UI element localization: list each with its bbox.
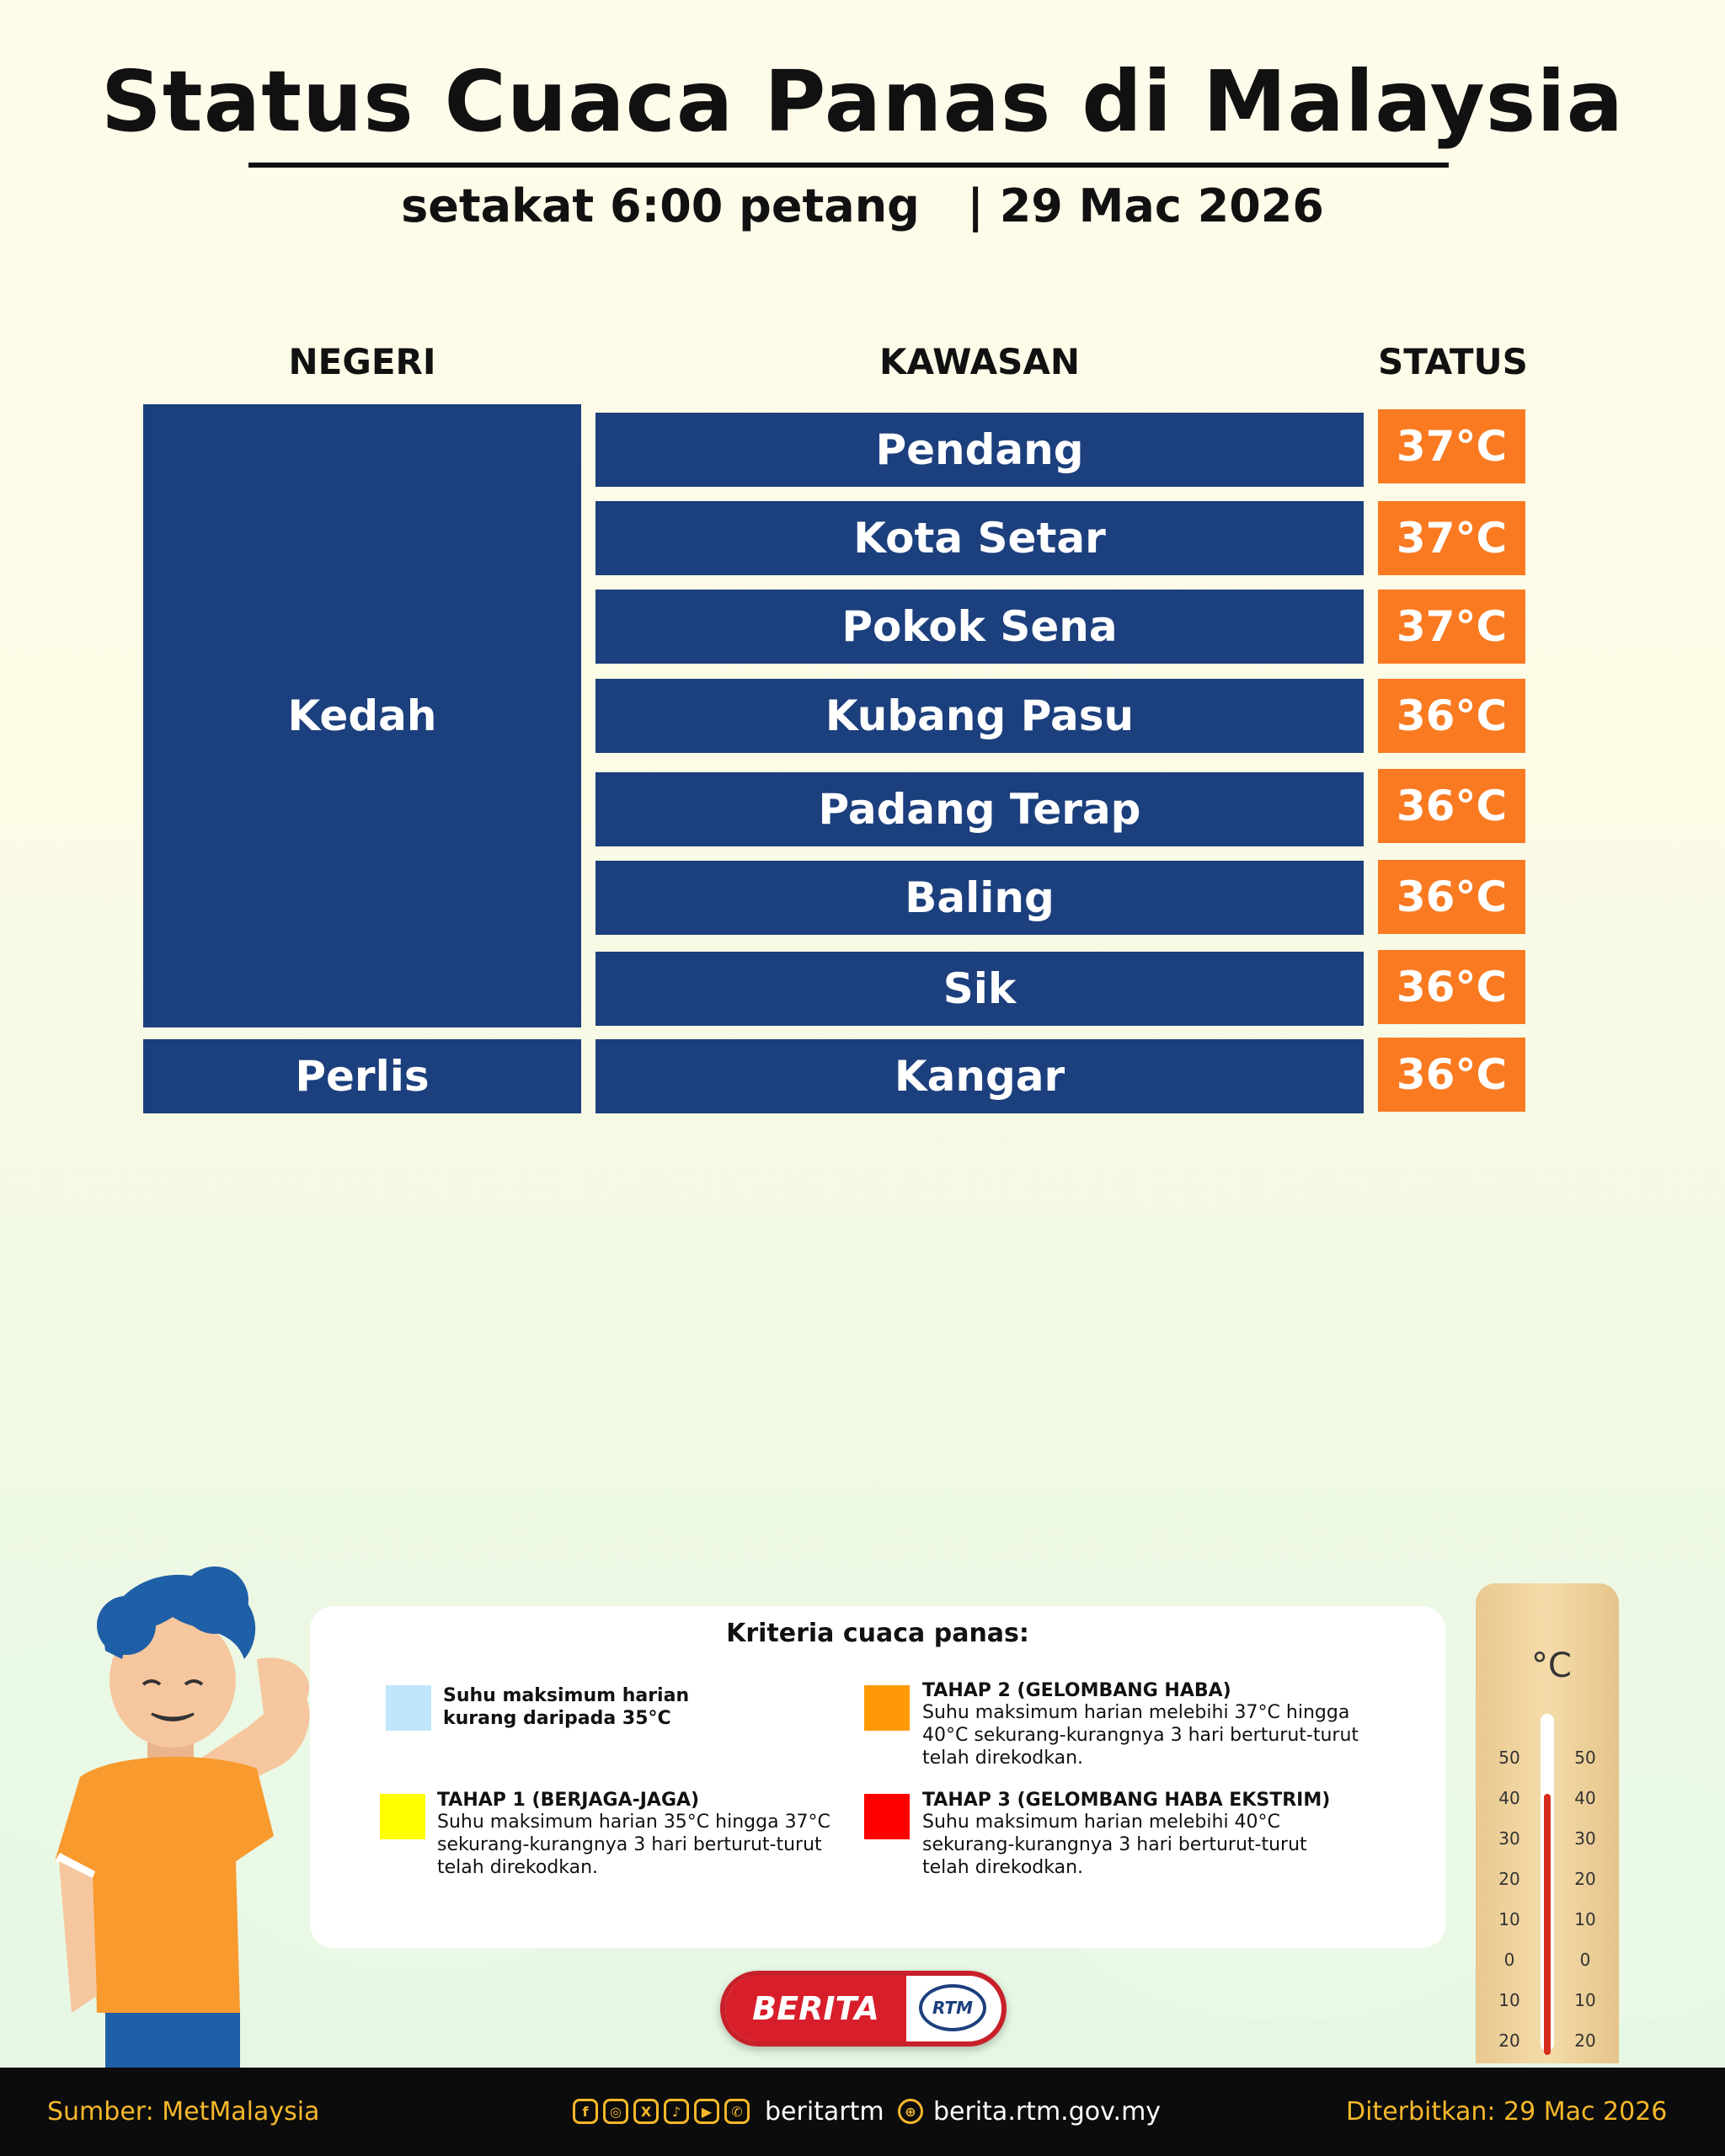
thermometer-mercury (1544, 1794, 1551, 2055)
youtube-icon[interactable]: ▶ (694, 2099, 719, 2124)
legend-desc: telah direkodkan. (922, 1748, 1084, 1769)
state-cell-perlis (143, 1039, 581, 1113)
logo-subtext: RTM (932, 1998, 974, 2018)
scale-tick-label: 30 (1498, 1828, 1520, 1849)
scale-tick-label: 50 (1498, 1748, 1520, 1768)
legend-swatch-tahap-2 (864, 1685, 910, 1731)
legend-desc: Suhu maksimum harian (443, 1685, 690, 1706)
state-cell-kedah (143, 404, 581, 1027)
status-badge: 37°C (1378, 590, 1525, 664)
area-row-kangar: Kangar (595, 1039, 1364, 1113)
state-label: Kedah (287, 691, 437, 740)
status-badge: 36°C (1378, 1038, 1525, 1112)
state-label: Perlis (295, 1052, 430, 1101)
x-icon[interactable]: X (633, 2099, 659, 2124)
column-header-state: NEGERI (288, 341, 436, 382)
scale-tick-label: 10 (1498, 1909, 1520, 1929)
thermometer-scale-right (1568, 1737, 1602, 2061)
tiktok-icon[interactable]: ♪ (664, 2099, 689, 2124)
instagram-icon[interactable]: ◎ (603, 2099, 628, 2124)
scale-tick-label: 30 (1574, 1828, 1596, 1849)
footer-published-date: Diterbitkan: 29 Mac 2026 (1346, 2097, 1668, 2127)
area-row-pendang: Pendang (595, 413, 1364, 487)
status-badge: 36°C (1378, 860, 1525, 934)
status-badge: 36°C (1378, 679, 1525, 753)
page-title: Status Cuaca Panas di Malaysia (100, 52, 1625, 151)
scale-tick-label: 20 (1574, 2031, 1596, 2051)
footer-handle[interactable]: beritartm (765, 2097, 884, 2127)
scale-tick-label: 20 (1574, 1869, 1596, 1889)
globe-icon: ⊕ (898, 2099, 923, 2124)
status-badge: 37°C (1378, 409, 1525, 483)
area-row-kota-setar: Kota Setar (595, 501, 1364, 575)
scale-tick-label: 50 (1574, 1748, 1596, 1768)
status-badge: 37°C (1378, 501, 1525, 575)
title-underline (248, 163, 1449, 168)
area-row-sik: Sik (595, 952, 1364, 1026)
scale-tick-label: 10 (1498, 1990, 1520, 2010)
legend-swatch-normal (386, 1685, 431, 1731)
scale-tick-label: 10 (1574, 1909, 1596, 1929)
overheated-person-illustration (46, 1558, 333, 2072)
footer-source: Sumber: MetMalaysia (47, 2097, 320, 2127)
thermometer-unit: °C (1531, 1646, 1572, 1685)
legend-item-title: TAHAP 2 (GELOMBANG HABA) (922, 1680, 1231, 1701)
legend-item-tahap-1 (437, 1790, 858, 1879)
scale-tick-label: 0 (1503, 1950, 1515, 1970)
whatsapp-icon[interactable]: ✆ (724, 2099, 750, 2124)
legend-desc: sekurang-kurangnya 3 hari berturut-turut (437, 1834, 822, 1855)
scale-tick-label: 20 (1498, 2031, 1520, 2051)
legend-swatch-tahap-3 (864, 1794, 910, 1839)
legend-desc: telah direkodkan. (922, 1857, 1084, 1878)
legend-desc: Suhu maksimum harian melebihi 37°C hingga (922, 1702, 1350, 1723)
legend-desc: telah direkodkan. (437, 1857, 599, 1878)
legend-item-normal (443, 1684, 797, 1730)
legend-desc: kurang daripada 35°C (443, 1708, 671, 1729)
legend-item-tahap-3 (922, 1790, 1428, 1879)
footer-website[interactable]: berita.rtm.gov.my (933, 2097, 1162, 2127)
legend-title: Kriteria cuaca panas: (726, 1619, 1029, 1648)
legend-item-tahap-2 (922, 1680, 1428, 1769)
page-subtitle: setakat 6:00 petang | 29 Mac 2026 (401, 179, 1324, 232)
legend-item-title: TAHAP 3 (GELOMBANG HABA EKSTRIM) (922, 1790, 1331, 1811)
facebook-icon[interactable]: f (573, 2099, 598, 2124)
logo-text: BERITA (752, 1990, 879, 2027)
area-row-kubang-pasu: Kubang Pasu (595, 679, 1364, 753)
scale-tick-label: 40 (1574, 1788, 1596, 1808)
status-badge: 36°C (1378, 950, 1525, 1024)
area-row-pokok-sena: Pokok Sena (595, 590, 1364, 664)
legend-card (310, 1606, 1445, 1948)
area-row-padang-terap: Padang Terap (595, 772, 1364, 846)
social-icons (573, 2099, 750, 2124)
berita-rtm-logo (720, 1971, 1007, 2047)
status-badge: 36°C (1378, 769, 1525, 843)
column-header-status: STATUS (1378, 341, 1528, 382)
scale-tick-label: 20 (1498, 1869, 1520, 1889)
area-row-baling: Baling (595, 861, 1364, 935)
legend-desc: 40°C sekurang-kurangnya 3 hari berturut-turut (922, 1725, 1359, 1746)
legend-swatch-tahap-1 (380, 1794, 425, 1839)
legend-desc: Suhu maksimum harian 35°C hingga 37°C (437, 1812, 830, 1833)
legend-item-title: TAHAP 1 (BERJAGA-JAGA) (437, 1790, 700, 1811)
scale-tick-label: 0 (1579, 1950, 1591, 1970)
column-header-area: KAWASAN (879, 341, 1080, 382)
legend-desc: sekurang-kurangnya 3 hari berturut-turut (922, 1834, 1307, 1855)
thermometer-scale-left (1493, 1737, 1526, 2061)
legend-desc: Suhu maksimum harian melebihi 40°C (922, 1812, 1280, 1833)
scale-tick-label: 10 (1574, 1990, 1596, 2010)
scale-tick-label: 40 (1498, 1788, 1520, 1808)
